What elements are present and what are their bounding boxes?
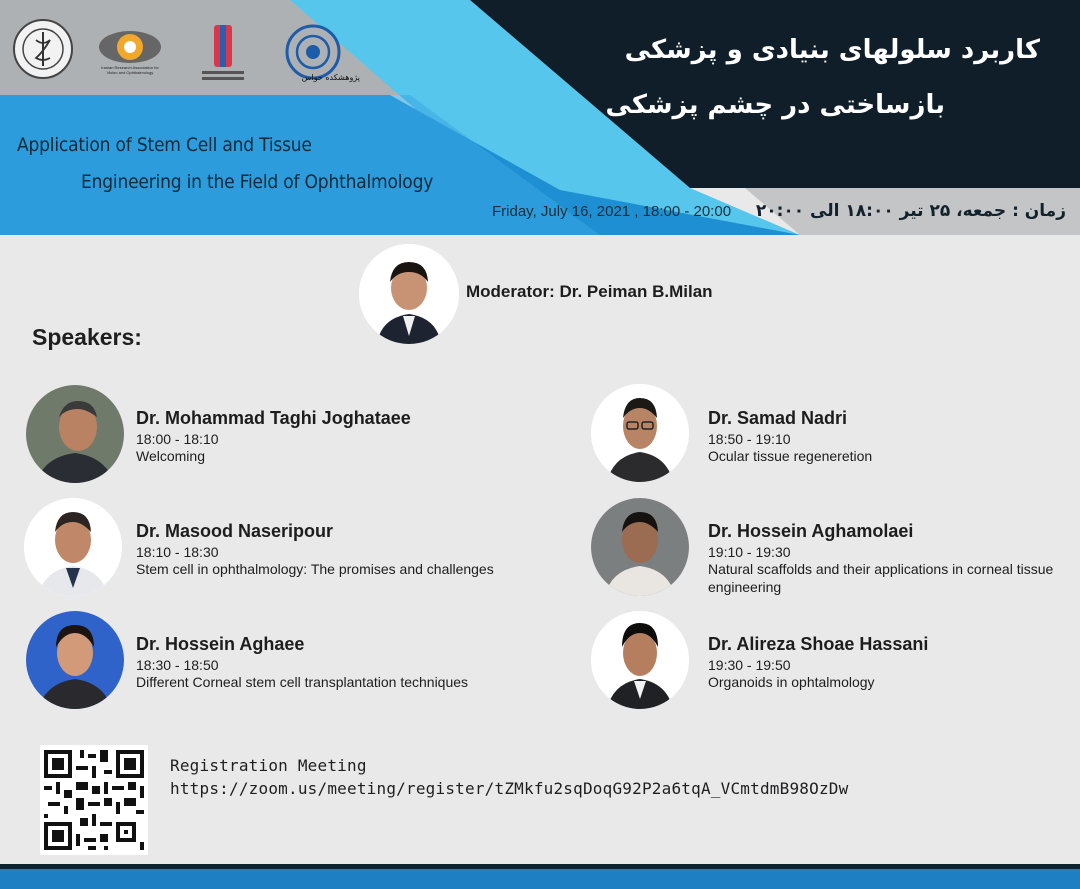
person-photo-icon <box>591 384 689 482</box>
speaker-name: Dr. Hossein Aghamolaei <box>708 521 914 541</box>
university-emblem-icon <box>198 21 248 85</box>
speaker-avatar-shoae-hassani <box>591 611 689 709</box>
logo-ophthalmology-society <box>12 18 74 80</box>
persian-title-line-2: بازساختی در چشم پزشکی <box>605 90 945 120</box>
speaker-topic: Natural scaffolds and their applications in corneal tissue engineering <box>708 561 1054 595</box>
speaker-time: 18:10 - 18:30 <box>136 544 219 560</box>
speaker-name: Dr. Masood Naseripour <box>136 521 334 541</box>
registration-qr-code[interactable] <box>40 745 148 855</box>
logo-iravo-text-2: Vision and Ophthalmology <box>106 70 154 75</box>
person-photo-icon <box>359 244 459 344</box>
speaker-topic: Welcoming <box>136 448 205 464</box>
logo-iravo <box>92 22 168 82</box>
eye-icon <box>98 29 162 65</box>
speaker-topic: Stem cell in ophthalmology: The promises and challenges <box>136 561 494 577</box>
speaker-time: 18:00 - 18:10 <box>136 431 219 447</box>
event-date-english: Friday, July 16, 2021 , 18:00 - 20:00 <box>492 203 732 220</box>
registration-link[interactable]: https://zoom.us/meeting/register/tZMkfu2sqDoqG92P2a6tqA_VCmtdmB98OzDw <box>170 779 849 798</box>
speaker-name: Dr. Hossein Aghaee <box>136 634 305 654</box>
speaker-name: Dr. Samad Nadri <box>708 408 848 428</box>
person-photo-icon <box>26 611 124 709</box>
logo-sensory-institute-text: پژوهشکده حواس <box>301 73 360 82</box>
english-title-line-1: Application of Stem Cell and Tissue <box>17 134 312 156</box>
speaker-topic: Different Corneal stem cell transplantation techniques <box>136 674 469 690</box>
speaker-name: Dr. Alireza Shoae Hassani <box>708 634 929 654</box>
speaker-avatar-joghataee <box>26 385 124 483</box>
logo-iravo-text-1: Iranian Research Association for <box>101 65 159 70</box>
registration-label: Registration Meeting <box>170 756 367 775</box>
english-title-line-2: Engineering in the Field of Ophthalmology <box>81 171 434 193</box>
speaker-avatar-aghamolaei <box>591 498 689 596</box>
speaker-avatar-naseripour <box>24 498 122 596</box>
speaker-avatar-nadri <box>591 384 689 482</box>
speaker-time: 18:30 - 18:50 <box>136 657 219 673</box>
seal-icon <box>12 18 74 80</box>
persian-title-line-1: کاربرد سلولهای بنیادی و پزشکی <box>624 35 1040 65</box>
qr-code-icon <box>40 745 148 855</box>
speaker-topic: Organoids in ophtalmology <box>708 674 875 690</box>
footer-bar <box>0 869 1080 889</box>
speaker-time: 19:30 - 19:50 <box>708 657 791 673</box>
moderator-label: Moderator: Dr. Peiman B.Milan <box>466 282 713 301</box>
speakers-heading: Speakers: <box>32 324 142 350</box>
logo-sensory-institute <box>265 20 360 84</box>
speaker-time: 19:10 - 19:30 <box>708 544 791 560</box>
person-photo-icon <box>591 611 689 709</box>
institute-emblem-icon <box>285 24 341 80</box>
speaker-avatar-aghaee <box>26 611 124 709</box>
event-date-persian: زمان : جمعه، ۲۵ تیر ۱۸:۰۰ الی ۲۰:۰۰ <box>755 201 1066 221</box>
speaker-time: 18:50 - 19:10 <box>708 431 791 447</box>
logo-iums <box>190 18 256 88</box>
person-photo-icon <box>24 498 122 596</box>
speaker-topic: Ocular tissue regeneretion <box>708 448 873 464</box>
person-photo-icon <box>26 385 124 483</box>
moderator-avatar <box>359 244 459 344</box>
person-photo-icon <box>591 498 689 596</box>
speaker-name: Dr. Mohammad Taghi Joghataee <box>136 408 411 428</box>
